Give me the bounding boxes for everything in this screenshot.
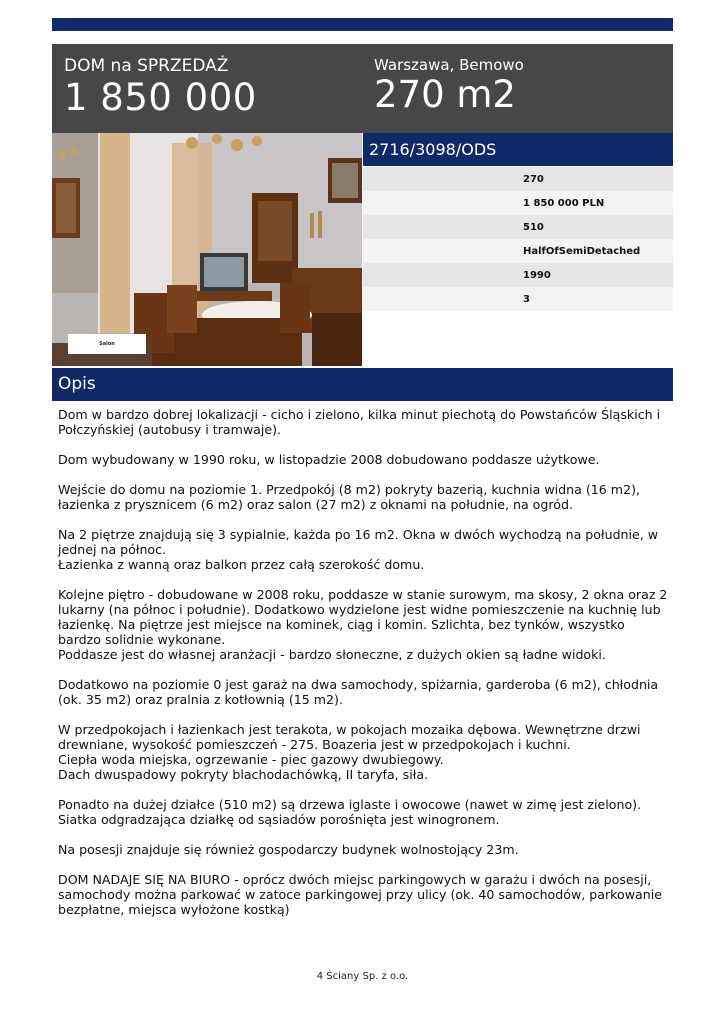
- details-row: [363, 191, 673, 215]
- description-paragraph: Na 2 piętrze znajdują się 3 sypialnie, każda po 16 m2. Okna w dwóch wychodzą na południe, w jednej na północ. Łazienka z wanną oraz balkon przez całą szerokość domu.: [58, 527, 659, 572]
- details-value: 510: [523, 222, 544, 233]
- description-paragraph: Dom w bardzo dobrej lokalizacji - cicho i zielono, kilka minut piechotą do Powstańców Śląskich i Połczyńskiej (autobusy i tramwaje).: [58, 407, 661, 437]
- details-row: [363, 167, 673, 191]
- details-value: 3: [523, 294, 530, 305]
- footer-company: 4 Ściany Sp. z o.o.: [316, 971, 409, 982]
- description-paragraph: Na posesji znajduje się również gospodarczy budynek wolnostojący 23m.: [58, 842, 519, 857]
- details-value: 1990: [523, 270, 551, 281]
- property-type: DOM na SPRZEDAŻ: [64, 56, 229, 76]
- reference-bar: [363, 133, 673, 166]
- details-row: [363, 239, 673, 263]
- living-room-photo: [52, 133, 362, 366]
- top-accent-bar: [52, 18, 673, 31]
- description-paragraph: Kolejne piętro - dobudowane w 2008 roku, poddasze w stanie surowym, ma skosy, 2 okna oraz 2 lukarny (na północ i południe). Dodatkowo wydzielone jest widne pomieszczenie na kuchnię lub łazienkę. Na piętrze jest miejsce na kominek, ciąg i komin. Szlichta, bez tynków, wszystko bardzo solidnie wykonane. Poddasze jest do własnej aranżacji - bardzo słoneczne, z dużych okien są ładne widoki.: [58, 587, 668, 662]
- description-section-bar: [52, 368, 673, 401]
- details-value: 1 850 000 PLN: [523, 198, 605, 209]
- details-row: [363, 263, 673, 287]
- reference-number: 2716/3098/ODS: [369, 140, 497, 159]
- property-area: 270 m2: [374, 73, 516, 116]
- details-row: [363, 287, 673, 311]
- property-location: Warszawa, Bemowo: [374, 56, 524, 74]
- photo-caption: Salon: [68, 334, 146, 354]
- description-paragraph: W przedpokojach i łazienkach jest terakota, w pokojach mozaika dębowa. Wewnętrzne drzwi drewniane, wysokość pomieszczeń - 275. Boazeria jest w przedpokojach i kuchni. Ciepła woda miejska, ogrzewanie - piec gazowy dwubiegowy. Dach dwuspadowy pokryty blachodachówką, II taryfa, siła.: [58, 722, 641, 782]
- description-text: [58, 407, 670, 932]
- description-paragraph: DOM NADAJE SIĘ NA BIURO - oprócz dwóch miejsc parkingowych w garażu i dwóch na posesji, samochody można parkować w zatoce parkingowej przy ulicy (ok. 40 samochodów, parkowanie bezpłatne, miejsca wyłożone kostką): [58, 872, 662, 917]
- description-paragraph: Ponadto na dużej działce (510 m2) są drzewa iglaste i owocowe (nawet w zimę jest zielono). Siatka odgradzająca działkę od sąsiadów porośnięta jest winogronem.: [58, 797, 642, 827]
- details-value: 270: [523, 174, 544, 185]
- description-paragraph: Dom wybudowany w 1990 roku, w listopadzie 2008 dobudowano poddasze użytkowe.: [58, 452, 600, 467]
- description-paragraph: Dodatkowo na poziomie 0 jest garaż na dwa samochody, spiżarnia, garderoba (6 m2), chłodnia (ok. 35 m2) oraz pralnia z kotłownią (15 m2).: [58, 677, 659, 707]
- details-value: HalfOfSemiDetached: [523, 246, 641, 257]
- details-table: [363, 167, 673, 311]
- details-row: [363, 215, 673, 239]
- property-photo: [52, 133, 362, 366]
- description-paragraph: Wejście do domu na poziomie 1. Przedpokój (8 m2) pokryty bazerią, kuchnia widna (16 m2), łazienka z prysznicem (6 m2) oraz salon (27 m2) z oknami na południe, na ogród.: [58, 482, 640, 512]
- listing-header: [52, 44, 673, 133]
- property-price: 1 850 000: [64, 76, 257, 119]
- description-section-title: Opis: [58, 374, 96, 394]
